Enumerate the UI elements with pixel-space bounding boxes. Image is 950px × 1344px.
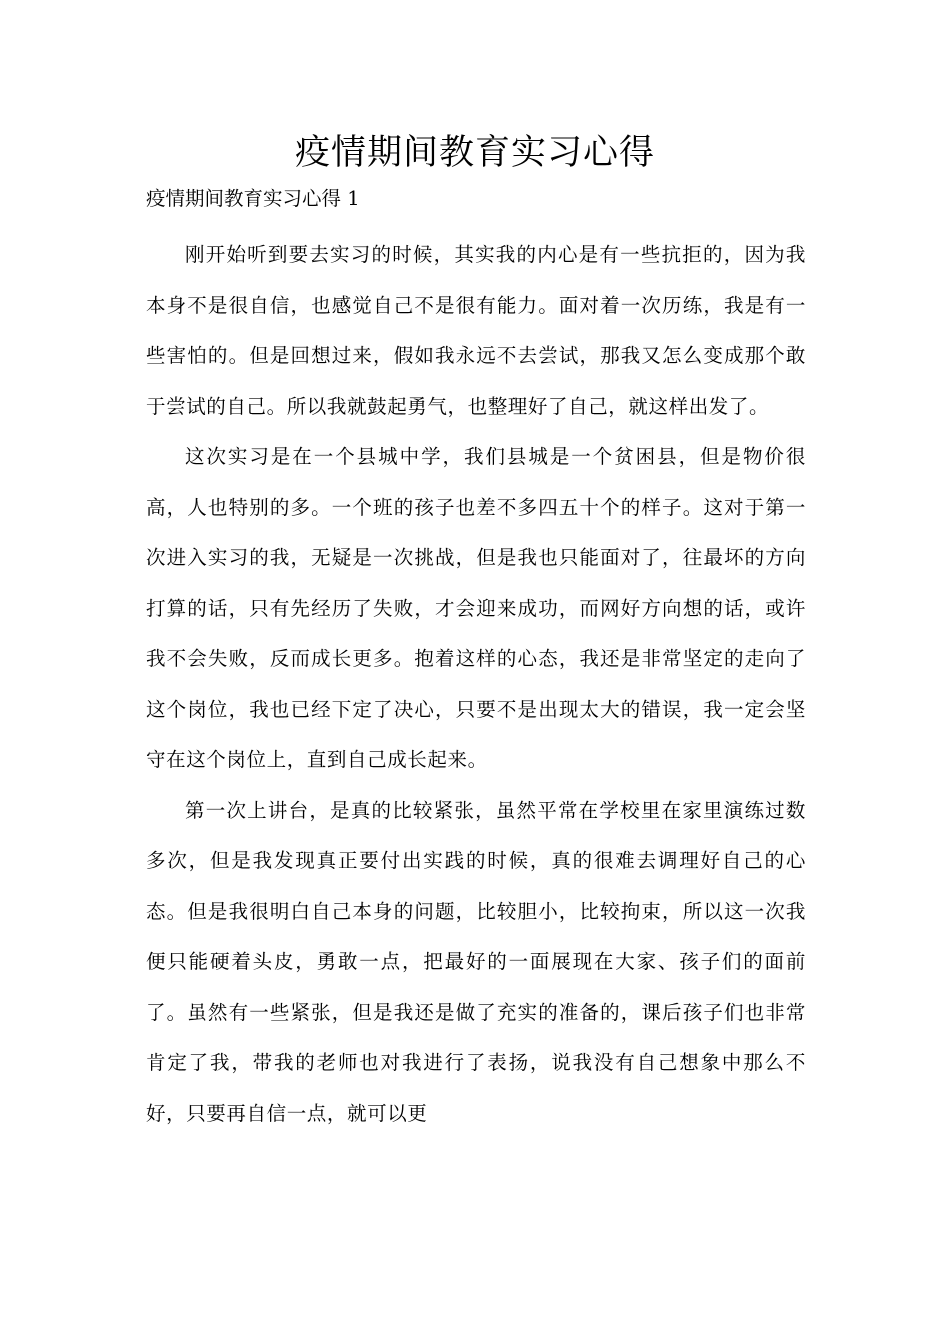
paragraph: 这次实习是在一个县城中学，我们县城是一个贫困县，但是物价很高，人也特别的多。一个班的孩子也差不多四五十个的样子。这对于第一次进入实习的我，无疑是一次挑战，但是我也只能面对了，往最坏的方向打算的话，只有先经历了失败，才会迎来成功，而网好方向想的话，或许我不会失败，反而成长更多。抱着这样的心态，我还是非常坚定的走向了这个岗位，我也已经下定了决心，只要不是出现太大的错误，我一定会坚守在这个岗位上，直到自己成长起来。 (146, 445, 806, 771)
document-title: 疫情期间教育实习心得 (294, 133, 655, 173)
section-subtitle: 疫情期间教育实习心得 1 (146, 187, 360, 210)
paragraph: 第一次上讲台，是真的比较紧张，虽然平常在学校里在家里演练过数多次，但是我发现真正要付出实践的时候，真的很难去调理好自己的心态。但是我很明白自己本身的问题，比较胆小，比较拘束，所以这一次我便只能硬着头皮，勇敢一点，把最好的一面展现在大家、孩子们的面前了。虽然有一些紧张，但是我还是做了充实的准备的，课后孩子们也非常肯定了我，带我的老师也对我进行了表扬，说我没有自己想象中那么不好，只要再自信一点，就可以更 (146, 798, 806, 1125)
paragraph: 刚开始听到要去实习的时候，其实我的内心是有一些抗拒的，因为我本身不是很自信，也感觉自己不是很有能力。面对着一次历练，我是有一些害怕的。但是回想过来，假如我永远不去尝试，那我又怎么变成那个敢于尝试的自己。所以我就鼓起勇气，也整理好了自己，就这样出发了。 (146, 243, 806, 418)
document-body (146, 230, 806, 1139)
